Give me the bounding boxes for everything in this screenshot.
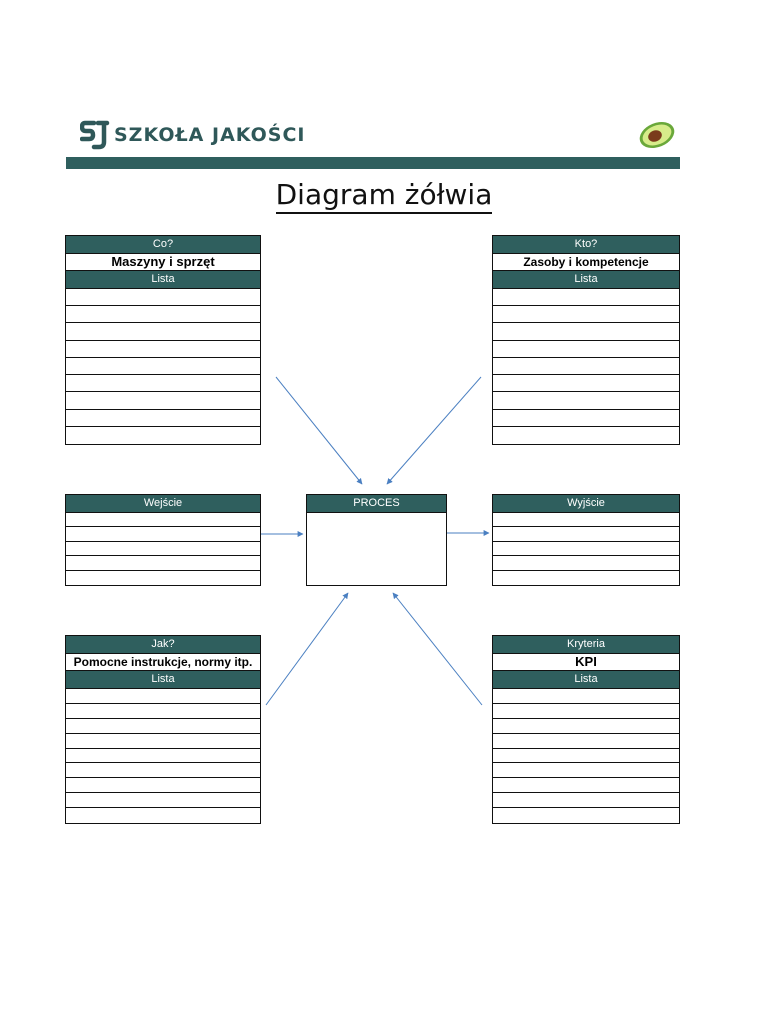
table-row[interactable] xyxy=(493,749,679,764)
table-row[interactable] xyxy=(493,375,679,392)
table-row[interactable] xyxy=(493,793,679,808)
table-row[interactable] xyxy=(493,392,679,409)
table-row[interactable] xyxy=(66,734,260,749)
table-row[interactable] xyxy=(66,527,260,541)
box-wejscie-header: Wejście xyxy=(66,495,260,513)
box-co xyxy=(65,235,261,445)
table-row[interactable] xyxy=(493,527,679,541)
box-co-subtitle: Maszyny i sprzęt xyxy=(66,254,260,271)
table-row[interactable] xyxy=(493,513,679,527)
arrow-jak-to-proces xyxy=(266,593,348,705)
box-kryteria xyxy=(492,635,680,824)
box-co-header: Co? xyxy=(66,236,260,254)
box-co-rows xyxy=(66,289,260,444)
table-row[interactable] xyxy=(66,410,260,427)
table-row[interactable] xyxy=(66,763,260,778)
box-kto-header: Kto? xyxy=(493,236,679,254)
table-row[interactable] xyxy=(66,542,260,556)
table-row[interactable] xyxy=(66,793,260,808)
table-row[interactable] xyxy=(493,704,679,719)
box-co-list-header: Lista xyxy=(66,271,260,289)
table-row[interactable] xyxy=(66,341,260,358)
box-wyjscie xyxy=(492,494,680,586)
box-kto-subtitle: Zasoby i kompetencje xyxy=(493,254,679,271)
box-proces-header: PROCES xyxy=(307,495,446,513)
table-row[interactable] xyxy=(493,556,679,570)
table-row[interactable] xyxy=(66,556,260,570)
table-row[interactable] xyxy=(66,427,260,444)
brand-name: SZKOŁA JAKOŚCI xyxy=(114,124,306,146)
box-jak-header: Jak? xyxy=(66,636,260,654)
table-row[interactable] xyxy=(66,289,260,306)
sj-logo-icon xyxy=(80,120,110,150)
table-row[interactable] xyxy=(493,808,679,823)
box-jak-subtitle: Pomocne instrukcje, normy itp. xyxy=(66,654,260,671)
table-row[interactable] xyxy=(66,749,260,764)
box-kto xyxy=(492,235,680,445)
box-jak-list-header: Lista xyxy=(66,671,260,689)
avocado-icon xyxy=(638,120,676,150)
table-row[interactable] xyxy=(493,571,679,585)
table-row[interactable] xyxy=(66,778,260,793)
table-row[interactable] xyxy=(66,358,260,375)
box-kryteria-list-header: Lista xyxy=(493,671,679,689)
table-row[interactable] xyxy=(493,410,679,427)
arrow-co-to-proces xyxy=(276,377,362,484)
table-row[interactable] xyxy=(66,571,260,585)
table-row[interactable] xyxy=(66,689,260,704)
table-row[interactable] xyxy=(493,289,679,306)
box-kto-list-header: Lista xyxy=(493,271,679,289)
table-row[interactable] xyxy=(493,341,679,358)
table-row[interactable] xyxy=(493,427,679,444)
table-row[interactable] xyxy=(66,704,260,719)
table-row[interactable] xyxy=(66,375,260,392)
table-row[interactable] xyxy=(493,358,679,375)
box-proces xyxy=(306,494,447,586)
table-row[interactable] xyxy=(66,808,260,823)
table-row[interactable] xyxy=(66,513,260,527)
table-row[interactable] xyxy=(493,778,679,793)
box-wyjscie-rows xyxy=(493,513,679,585)
table-row[interactable] xyxy=(66,719,260,734)
header-divider-bar xyxy=(66,157,680,169)
box-jak-rows xyxy=(66,689,260,823)
table-row[interactable] xyxy=(493,763,679,778)
table-row[interactable] xyxy=(493,542,679,556)
table-row[interactable] xyxy=(493,734,679,749)
table-row[interactable] xyxy=(493,689,679,704)
box-wejscie-rows xyxy=(66,513,260,585)
arrow-kto-to-proces xyxy=(387,377,481,484)
brand-logo xyxy=(80,118,306,152)
table-row[interactable] xyxy=(493,719,679,734)
box-wejscie xyxy=(65,494,261,586)
box-kto-rows xyxy=(493,289,679,444)
table-row[interactable] xyxy=(66,306,260,323)
box-kryteria-header: Kryteria xyxy=(493,636,679,654)
box-wyjscie-header: Wyjście xyxy=(493,495,679,513)
page-title: Diagram żółwia xyxy=(0,178,768,211)
table-row[interactable] xyxy=(493,323,679,340)
box-kryteria-subtitle: KPI xyxy=(493,654,679,671)
arrow-kryteria-to-proces xyxy=(393,593,482,705)
box-jak xyxy=(65,635,261,824)
table-row[interactable] xyxy=(66,392,260,409)
box-kryteria-rows xyxy=(493,689,679,823)
table-row[interactable] xyxy=(66,323,260,340)
table-row[interactable] xyxy=(493,306,679,323)
